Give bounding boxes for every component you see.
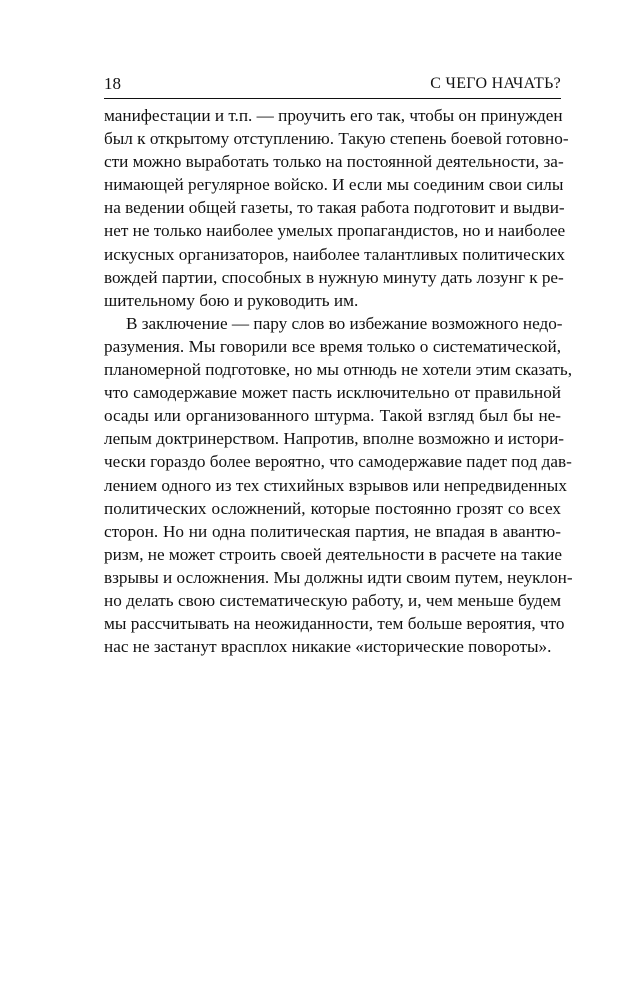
text-line: взрывы и осложнения. Мы должны идти своим путем, неуклон-	[104, 567, 573, 587]
page-header	[104, 72, 561, 99]
text-line: сторон. Но ни одна политическая партия, не впадая в авантю-	[104, 521, 561, 541]
paragraph-1	[104, 104, 569, 312]
text-line: лением одного из тех стихийных взрывов или непредвиденных	[104, 475, 567, 495]
text-line: разумения. Мы говорили все время только о систематической,	[104, 336, 561, 356]
running-title: С ЧЕГО НАЧАТЬ?	[430, 75, 561, 92]
text-line: нас не застанут врасплох никакие «исторические повороты».	[104, 637, 552, 657]
text-line: был к открытому отступлению. Такую степень боевой готовно-	[104, 129, 569, 149]
text-line: но делать свою систематическую работу, и, чем меньше будем	[104, 590, 561, 610]
text-line: планомерной подготовке, но мы отнюдь не хотели этим сказать,	[104, 360, 573, 380]
text-line: нимающей регулярное войско. И если мы соединим свои силы	[104, 175, 564, 195]
page-number: 18	[104, 74, 121, 93]
text-line: вождей партии, способных в нужную минуту дать лозунг к ре-	[104, 267, 564, 287]
text-line: ризм, не может строить своей деятельности в расчете на такие	[104, 544, 562, 564]
text-line: манифестации и т.п. — проучить его так, чтобы он принужден	[104, 106, 563, 125]
body-text	[104, 104, 573, 658]
text-line: что самодержавие может пасть исключительно от правильной	[104, 383, 561, 403]
text-line: В заключение — пару слов во избежание возможного недо-	[126, 313, 563, 333]
text-line: сти можно выработать только на постоянной деятельности, за-	[104, 152, 564, 172]
text-line: лепым доктринерством. Напротив, вполне возможно и истори-	[104, 429, 565, 449]
text-line: мы рассчитывать на неожиданности, тем больше вероятия, что	[104, 614, 565, 634]
text-line: политических осложнений, которые постоянно грозят со всех	[104, 498, 561, 518]
text-line: нет не только наиболее умелых пропагандистов, но и наиболее	[104, 221, 566, 241]
text-line: осады или организованного штурма. Такой взгляд был бы не-	[104, 406, 561, 426]
text-line: искусных организаторов, наиболее талантливых политических	[104, 244, 565, 264]
text-line: на ведении общей газеты, то такая работа подготовит и выдви-	[104, 198, 565, 218]
paragraph-2	[104, 312, 573, 658]
text-line: шительному бою и руководить им.	[104, 290, 359, 310]
text-line: чески гораздо более вероятно, что самодержавие падет под дав-	[104, 452, 572, 472]
